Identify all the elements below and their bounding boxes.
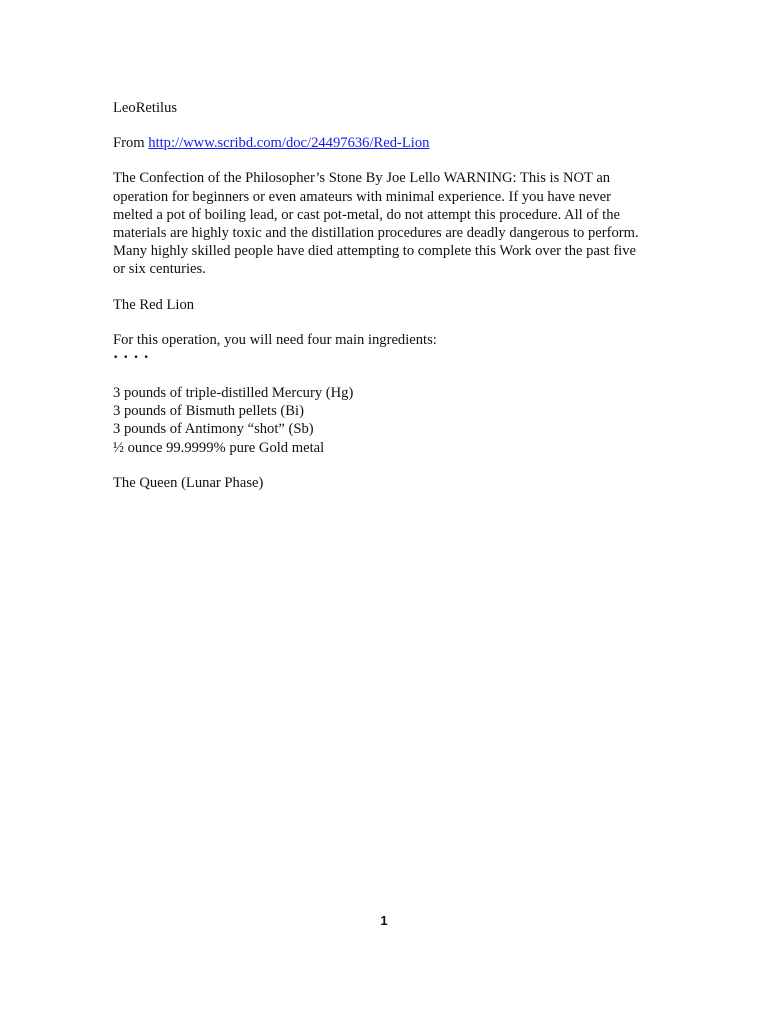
intro-paragraph [113,169,673,278]
list-item: 3 pounds of triple-distilled Mercury (Hg) [113,385,354,402]
source-link[interactable]: http://www.scribd.com/doc/24497636/Red-Lion [148,135,430,152]
intro-line: The Confection of the Philosopher’s Stone By Joe Lello WARNING: This is NOT an [113,170,611,187]
heading-queen [113,474,673,492]
page-number: 1 [380,913,388,928]
list-item: 3 pounds of Antimony “shot” (Sb) [113,421,314,438]
source-prefix: From [113,135,149,152]
document-body [113,99,673,509]
intro-line: materials are highly toxic and the distillation procedures are deadly dangerous to perform. [113,225,639,242]
list-item: ½ ounce 99.9999% pure Gold metal [113,439,325,456]
heading-red-lion [113,296,673,314]
bullet-marks: • • • • [113,353,150,364]
intro-line: or six centuries. [113,261,206,278]
heading-queen-text: The Queen (Lunar Phase) [113,474,264,491]
source-line [113,134,673,152]
author-name: LeoRetilus [113,100,178,116]
intro-line: operation for beginners or even amateurs with minimal experience. If you have never [113,188,612,205]
author-line [113,99,673,117]
ingredients-intro [113,331,673,349]
ingredients-list [113,384,673,457]
ingredients-intro-text: For this operation, you will need four main ingredients: [113,331,437,348]
intro-line: melted a pot of boiling lead, or cast pot-metal, do not attempt this procedure. All of the [113,206,621,223]
list-item: 3 pounds of Bismuth pellets (Bi) [113,403,304,420]
heading-red-lion-text: The Red Lion [113,296,195,313]
intro-line: Many highly skilled people have died attempting to complete this Work over the past five [113,243,637,260]
